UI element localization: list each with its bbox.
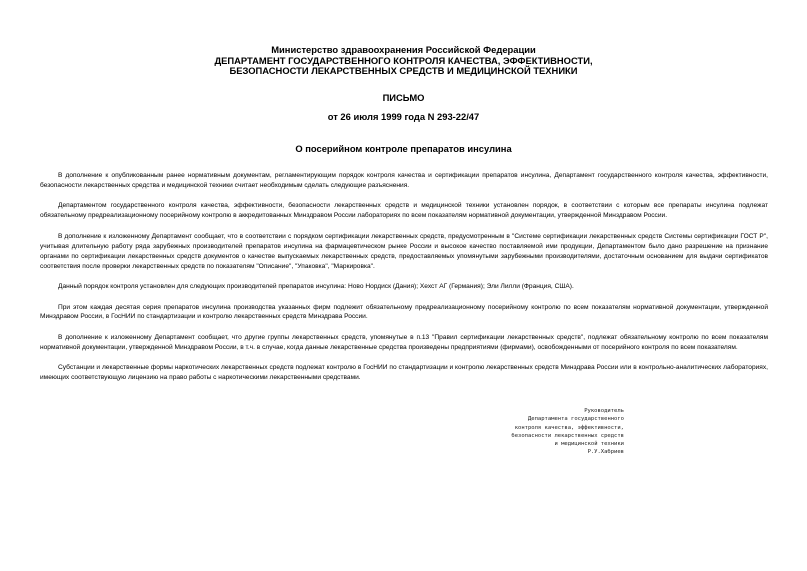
signatory-name: Р.У.Хабриев (587, 449, 624, 456)
document-header (0, 45, 807, 77)
signature-line: Департамента государственного (527, 416, 624, 423)
body-paragraph: В дополнение к опубликованным ранее нормативным документам, регламентирующим порядок контроля качества и сертификации препаратов инсулина, Департамент государственного контроля качества, эффективности, безопасности лекарственных средства и медицинской техники считает необходимым сделать следующие разъяснения. (40, 172, 768, 189)
body-paragraph: Департаментом государственного контроля качества, эффективности, безопасности лекарственных средств и медицинской техники установлен порядок, в соответствии с которым все препараты инсулина подлежат обязательному предреализационному посерийному контролю в аккредитованных Минздравом России лабораториях по всем показателям нормативной документации, утвержденной Минздравом России. (40, 202, 768, 220)
department-name-line-1: ДЕПАРТАМЕНТ ГОСУДАРСТВЕННОГО КОНТРОЛЯ КАЧЕСТВА, ЭФФЕКТИВНОСТИ, (214, 54, 593, 66)
document-type: ПИСЬМО (382, 92, 425, 103)
body-paragraph: Данный порядок контроля установлен для следующих производителей препаратов инсулина: Ново Нордиск (Дания); Хехст АГ (Германия); Эли Лилли (Франция, США). (58, 283, 574, 291)
body-paragraph: Субстанции и лекарственные формы наркотических лекарственных средств подлежат контролю в ГосНИИ по стандартизации и контролю лекарственных средств Минздрава России или в контрольно-аналитических лабораториях, имеющих соответствующую лицензию на право работы с наркотическими лекарственными средствами. (40, 364, 768, 382)
document-date-number: от 26 июля 1999 года N 293-22/47 (327, 111, 480, 122)
body-paragraph: В дополнение к изложенному Департамент сообщает, что другие группы лекарственных средств, упомянутые в п.13 "Правил сертификации лекарственных средств", подлежат обязательному контролю по всем показателям нормативной документации, утвержденной Минздравом России, в т.ч. в случае, когда данные лекарственные средства произведены предприятиями (фирмами), освобожденными от посерийного контроля по всем показателям. (40, 333, 768, 351)
signature-line: Руководитель (584, 408, 624, 414)
department-name-line-2: БЕЗОПАСНОСТИ ЛЕКАРСТВЕННЫХ СРЕДСТВ И МЕДИЦИНСКОЙ ТЕХНИКИ (229, 65, 578, 77)
signature-line: безопасности лекарственных средств (511, 432, 624, 439)
signature-line: и медицинской техники (554, 441, 624, 448)
body-paragraph: В дополнение к изложенному Департамент сообщает, что в соответствии с порядком сертификации лекарственных средств, предусмотренным в "Системе сертификации лекарственных средств Системы сертификации ГОСТ Р", учитывая длительную работу ряда зарубежных производителей препаратов инсулина на фармацевтическом рынке России и высокое качество поставляемой ими продукции, Департаментом было дано разрешение на признание органами по сертификации лекарственных средств документов о качестве выпускаемых лекарственных средств, предоставляемых упомянутыми зарубежными производителями, достаточным основанием для выдачи сертификатов соответствия после проверки лекарственных средств по показателям "Описание", "Упаковка", "Маркировка". (40, 232, 768, 270)
signature-block (470, 407, 624, 457)
signature-line: контроля качества, эффективности, (514, 424, 624, 431)
body-paragraph: При этом каждая десятая серия препаратов инсулина производства указанных фирм подлежит обязательному предреализационному посерийному контролю по всем показателям нормативной документации, утвержденной Минздравом России, в ГосНИИ по стандартизации и контролю лекарственных средств Минздрава России. (40, 303, 768, 321)
document-body (40, 171, 768, 394)
ministry-name: Министерство здравоохранения Российской Федерации (271, 44, 536, 55)
document-subject: О посерийном контроле препаратов инсулина (295, 143, 512, 154)
